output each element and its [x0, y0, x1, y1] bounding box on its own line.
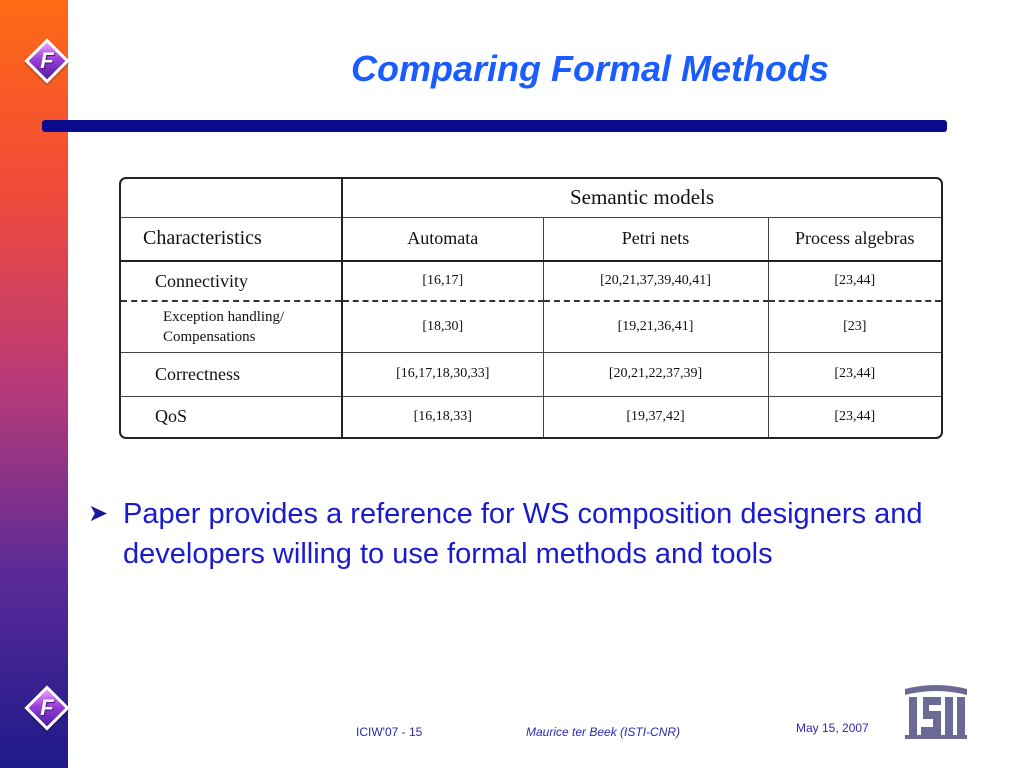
characteristics-header: Characteristics [121, 217, 342, 261]
row-label-qos: QoS [155, 406, 188, 427]
table-row [121, 352, 941, 396]
footer-slide-number: ICIW'07 - 15 [356, 725, 423, 739]
cell-petri-nets: [20,21,37,39,40,41] [543, 261, 768, 301]
cell-petri-nets: [19,37,42] [543, 396, 768, 437]
row-label-correctness: Correctness [121, 352, 342, 396]
petri-nets-header: Petri nets [543, 217, 768, 261]
row-label-connectivity: Connectivity [121, 261, 342, 301]
cell-process-algebras: [23,44] [768, 396, 941, 437]
automata-header: Automata [342, 217, 543, 261]
cell-process-algebras: [23] [768, 301, 941, 352]
table-header-row [121, 179, 941, 217]
gradient-sidebar [0, 0, 68, 768]
semantic-models-header: Semantic models [342, 179, 941, 217]
table-row [121, 396, 941, 437]
title-underline-bar [42, 120, 947, 132]
cell-process-algebras: [23,44] [768, 352, 941, 396]
row-label-line1: Exception handling/ [163, 308, 285, 325]
cell-petri-nets: [20,21,22,37,39] [543, 352, 768, 396]
cell-petri-nets: [19,21,36,41] [543, 301, 768, 352]
table-corner-cell [121, 179, 342, 217]
slide-title: Comparing Formal Methods [350, 48, 830, 89]
isti-logo-icon [903, 683, 969, 739]
cell-automata: [16,17,18,30,33] [342, 352, 543, 396]
bullet-text: Paper provides a reference for WS composition designers and developers willing to use formal methods and tools [123, 498, 923, 570]
row-label-exception-handling [121, 301, 342, 352]
cell-automata: [16,17] [342, 261, 543, 301]
cell-process-algebras: [23,44] [768, 261, 941, 301]
cell-automata: [16,18,33] [342, 396, 543, 437]
table-row [121, 261, 941, 301]
formal-methods-logo-icon [22, 36, 72, 86]
table-subheader-row [121, 217, 941, 261]
process-algebras-header: Process algebras [768, 217, 941, 261]
logo-letter: F [40, 48, 54, 73]
footer-author: Maurice ter Beek (ISTI-CNR) [526, 725, 681, 739]
arrow-bullet-icon: ➤ [88, 500, 109, 527]
table-row [121, 301, 941, 352]
formal-methods-logo-icon [22, 683, 72, 733]
row-label-line2: Compensations [163, 328, 256, 345]
logo-letter: F [40, 695, 54, 720]
cell-automata: [18,30] [342, 301, 543, 352]
footer-date: May 15, 2007 [796, 721, 869, 735]
comparison-table [119, 177, 943, 439]
